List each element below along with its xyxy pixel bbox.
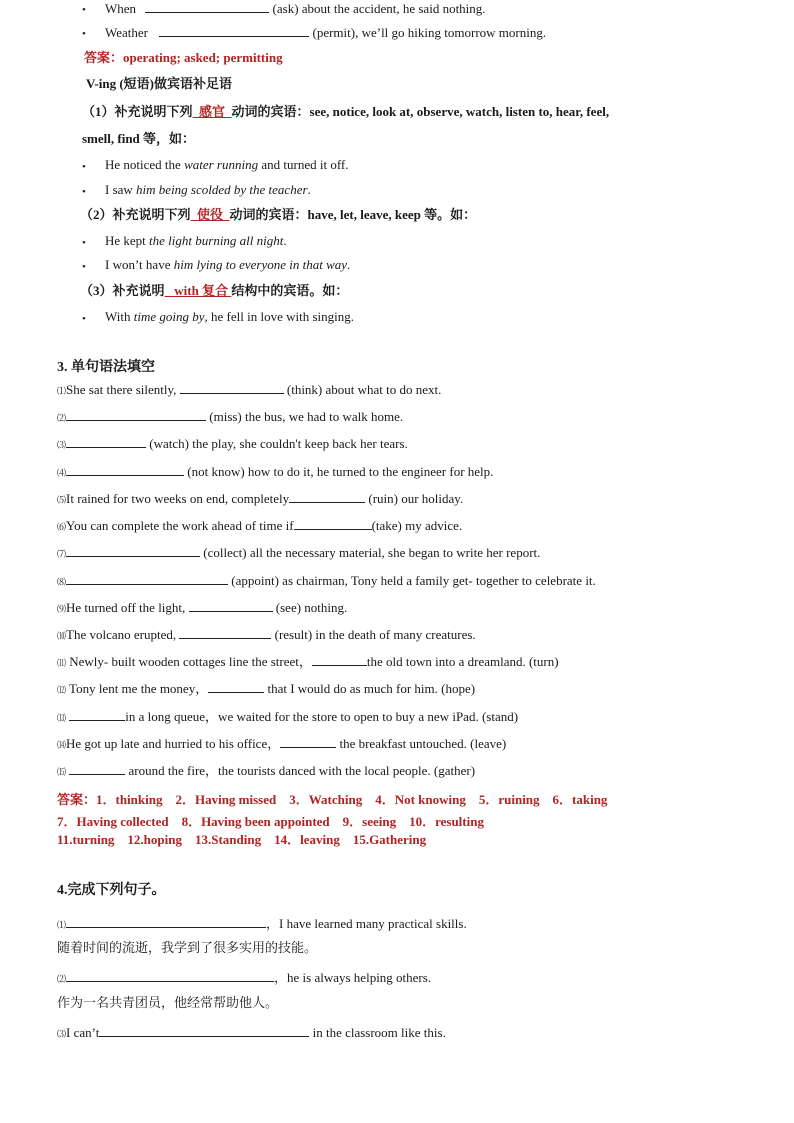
fill-in-item — [57, 463, 493, 481]
sentence-item: ⑴ ，I have learned many practical skills. — [57, 916, 467, 931]
text: When — [105, 1, 137, 16]
answer-blank[interactable] — [159, 24, 309, 37]
answer-blank[interactable] — [145, 0, 269, 13]
sentence-item: ⑶I can’t in the classroom like this. — [57, 1025, 446, 1040]
item-number: ⑷ — [57, 468, 67, 478]
item-text-after: (watch) the play, she couldn't keep back her tears. — [146, 436, 408, 451]
rule-3: （3）补充说明 with 复合 结构中的宾语。如： — [80, 283, 349, 298]
bullet: • — [82, 237, 86, 249]
fill-in-item — [57, 599, 347, 617]
example: With time going by, he fell in love with singing. — [105, 309, 354, 324]
filled-blank: 使役 — [197, 207, 224, 222]
answer-blank[interactable] — [294, 517, 372, 530]
item-number: ⑾ — [57, 658, 67, 668]
example: I saw him being scolded by the teacher. — [105, 182, 311, 197]
bullet: • — [82, 28, 86, 40]
bullet: • — [82, 4, 86, 16]
item-text-before: He got up late and hurried to his office， — [66, 736, 281, 751]
item-number: ⑹ — [57, 522, 67, 532]
fill-in-item — [57, 572, 596, 590]
answer-blank[interactable] — [66, 463, 184, 476]
item-text-after: (appoint) as chairman, Tony held a family get- together to celebrate it. — [228, 573, 596, 588]
item-number: ⒀ — [57, 713, 67, 723]
section-title: 4.完成下列句子。 — [57, 883, 166, 898]
answer-blank[interactable] — [179, 626, 271, 639]
item-number: ⑼ — [57, 604, 67, 614]
fill-in-item — [57, 490, 463, 508]
item-text-before: Tony lent me the money， — [66, 681, 209, 696]
answer-blank[interactable] — [280, 735, 336, 748]
item-text-after: (see) nothing. — [272, 600, 348, 615]
chinese-translation: 随着时间的流逝，我学到了很多实用的技能。 — [57, 941, 318, 956]
bullet: • — [82, 261, 86, 273]
item-text-after: (miss) the bus, we had to walk home. — [206, 409, 404, 424]
item-text-before: She sat there silently, — [66, 382, 180, 397]
fill-in-item — [57, 517, 462, 535]
bullet: • — [82, 186, 86, 198]
item-number: ⒂ — [57, 767, 67, 777]
answer-blank[interactable] — [66, 544, 200, 557]
rule-1 — [82, 104, 609, 120]
item-text-after: the old town into a dreamland. (turn) — [366, 654, 559, 669]
item-number: ⑵ — [57, 413, 67, 423]
item-text-before: The volcano erupted, — [66, 627, 180, 642]
answer-key: 答案：1．thinking 2．Having missed 3．Watching 4．Not knowing 5．ruining 6．taking — [57, 792, 608, 807]
item-text-after: in a long queue，we waited for the store to open to buy a new iPad. (stand) — [125, 709, 519, 724]
item-text-after: (think) about what to do next. — [283, 382, 442, 397]
text: Weather — [105, 25, 148, 40]
rule-1-cont: smell, find 等，如： — [82, 131, 196, 146]
item-number: ⑴ — [57, 386, 67, 396]
answer-blank[interactable] — [312, 653, 367, 666]
section-title: 3. 单句语法填空 — [57, 360, 155, 375]
item-text-after: around the fire，the tourists danced with the local people. (gather) — [125, 763, 476, 778]
chinese-translation: 作为一名共青团员，他经常帮助他人。 — [57, 996, 279, 1011]
filled-blank: with 复合 — [174, 283, 229, 298]
fill-in-item — [57, 680, 475, 698]
item-text-before: It rained for two weeks on end, completely — [66, 491, 290, 506]
item-text-after: (not know) how to do it, he turned to the engineer for help. — [184, 464, 494, 479]
example: I won’t have him lying to everyone in that way. — [105, 257, 351, 272]
item-number: ⑸ — [57, 495, 67, 505]
item-text-after: (ruin) our holiday. — [365, 491, 464, 506]
item-text-after: (collect) all the necessary material, she began to write her report. — [200, 545, 541, 560]
item-text-before: He turned off the light, — [66, 600, 189, 615]
answer-blank[interactable] — [99, 1024, 309, 1037]
exercise-line — [105, 0, 486, 17]
answer-key: 7．Having collected 8．Having been appointed 9．seeing 10．resulting — [57, 814, 484, 829]
answer-blank[interactable] — [69, 708, 125, 721]
item-number: ⑺ — [57, 549, 67, 559]
answer-blank[interactable] — [189, 599, 273, 612]
item-text-before: You can complete the work ahead of time if — [66, 518, 294, 533]
item-text-after: (result) in the death of many creatures. — [271, 627, 476, 642]
answer-blank[interactable] — [66, 969, 274, 982]
exercise-line — [105, 24, 546, 41]
fill-in-item — [57, 735, 506, 753]
answer-blank[interactable] — [69, 762, 125, 775]
answer-blank[interactable] — [180, 381, 284, 394]
text: 动词的宾语：see, notice, look at, observe, watch, listen to, hear, feel, — [231, 104, 610, 119]
item-text-before: Newly- built wooden cottages line the street， — [66, 654, 312, 669]
answer-key: 11.turning 12.hoping 13.Standing 14．leaving 15.Gathering — [57, 832, 427, 847]
item-text-after: that I would do as much for him. (hope) — [264, 681, 476, 696]
answer-blank[interactable] — [66, 408, 206, 421]
fill-in-item — [57, 762, 475, 780]
bullet: • — [82, 161, 86, 173]
fill-in-item — [57, 381, 441, 399]
text: (permit), we’ll go hiking tomorrow morning. — [309, 25, 547, 40]
fill-in-item — [57, 408, 403, 426]
fill-in-item — [57, 544, 540, 562]
rule-2: （2）补充说明下列 使役 动词的宾语：have, let, leave, keep 等。如： — [80, 207, 477, 222]
item-text-after: (take) my advice. — [371, 518, 463, 533]
item-number: ⒁ — [57, 740, 67, 750]
example: He kept the light burning all night. — [105, 233, 287, 248]
fill-in-item — [57, 708, 518, 726]
filled-blank: 感官 — [199, 104, 226, 119]
answer-key: 答案：operating; asked; permitting — [84, 50, 283, 65]
bullet: • — [82, 313, 86, 325]
answer-blank[interactable] — [66, 572, 228, 585]
answer-blank[interactable] — [208, 680, 264, 693]
item-number: ⑻ — [57, 577, 67, 587]
example: He noticed the water running and turned it off. — [105, 157, 349, 172]
fill-in-item — [57, 435, 408, 453]
item-number: ⑿ — [57, 685, 67, 695]
fill-in-item — [57, 653, 559, 671]
section-subtitle: V-ing (短语)做宾语补足语 — [86, 76, 233, 91]
fill-in-item — [57, 626, 476, 644]
item-text-after: the breakfast untouched. (leave) — [336, 736, 507, 751]
answer-blank[interactable] — [289, 490, 365, 503]
item-number: ⑶ — [57, 440, 67, 450]
text: (ask) about the accident, he said nothing. — [269, 1, 486, 16]
item-number: ⑽ — [57, 631, 67, 641]
answer-blank[interactable] — [66, 915, 266, 928]
text: （1）补充说明下列 — [82, 104, 193, 119]
sentence-item: ⑵ ，he is always helping others. — [57, 970, 432, 985]
answer-blank[interactable] — [66, 435, 146, 448]
